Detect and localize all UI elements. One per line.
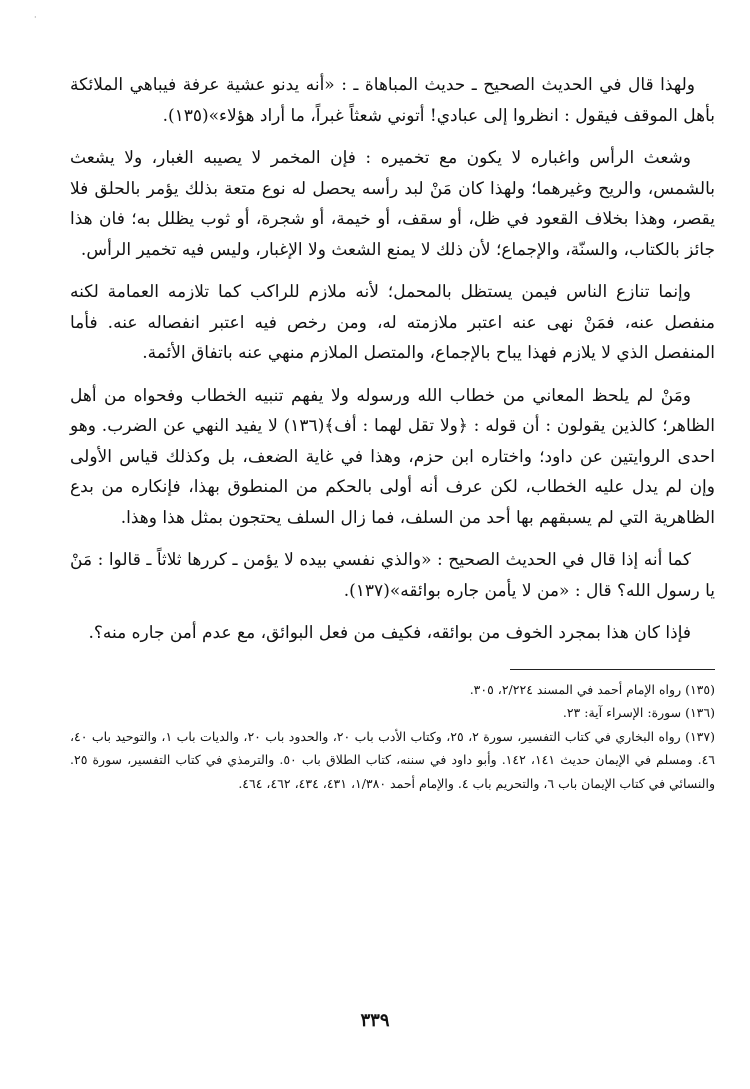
paragraph-1: ولهذا قال في الحديث الصحيح ـ حديث المباهاة ـ : «أنه يدنو عشية عرفة فيباهي الملائكة بأهل الموقف فيقول : انظروا إلى عبادي! أتوني شعثاً غبراً، ما أراد هؤلاء»(١٣٥).	[70, 75, 715, 126]
footnote-136: (١٣٦) سورة: الإسراء آية: ٢٣.	[562, 705, 715, 720]
footnote-divider	[510, 669, 715, 670]
paragraph-4: ومَنْ لم يلحظ المعاني من خطاب الله ورسوله ولا يفهم تنبيه الخطاب وفحواه من أهل الظاهر؛ كالذين يقولون : أن قوله : ﴿ولا تقل لهما : أف﴾(١٣٦) لا يفيد النهي عن الضرب. وهو احدى الروايتين عن داود؛ واختاره ابن حزم، وهذا في غاية الضعف، بل وكذلك قياس الأولى وإن لم يدل عليه الخطاب، لكن عرف أنه أولى بالحكم من المنطوق بهذا، فإنكاره من بدع الظاهرية التي لم يسبقهم بها أحد من السلف، فما زال السلف يحتجون بمثل هذا وهذا.	[70, 385, 715, 528]
page-number: ٣٣٩	[360, 1010, 390, 1031]
paragraph-6: فإذا كان هذا بمجرد الخوف من بوائقه، فكيف من فعل البوائق، مع عدم أمن جاره منه؟.	[88, 623, 691, 643]
paragraph-3: وإنما تنازع الناس فيمن يستظل بالمحمل؛ لأنه ملازم للراكب كما تلازمه العمامة لكنه منفصل عنه، فمَنْ نهى عنه اعتبر ملازمته له، ومن رخص فيه اعتبر انفصاله عنه. فأما المنفصل الذي لا يلازم فهذا يباح بالإجماع، والمتصل الملازم منهي عنه باتفاق الأئمة.	[70, 282, 715, 363]
footnote-137: (١٣٧) رواه البخاري في كتاب التفسير، سورة ٢، ٢٥، وكتاب الأدب باب ٢٠، والحدود باب ٢٠، والديات باب ١، والتوحيد باب ٤٠، ٤٦. ومسلم في الإيمان حديث ١٤١، ١٤٢. وأبو داود في سننه، كتاب الطلاق باب ٥٠. والترمذي في كتاب التفسير، سورة ٢٥. والنسائي في كتاب الإيمان باب ٦، والتحريم باب ٤. والإمام أحمد ١/٣٨٠، ٤٣١، ٤٣٤، ٤٦٢، ٤٦٤.	[70, 728, 715, 791]
paragraph-2: وشعث الرأس واغباره لا يكون مع تخميره : فإن المخمر لا يصيبه الغبار، ولا يشعث بالشمس، والريح وغيرهما؛ ولهذا كان مَنْ لبد رأسه يحصل له نوع متعة بذلك يؤمر بالحلق فلا يقصر، وهذا بخلاف القعود في ظل، أو سقف، أو خيمة، أو شجرة، أو ثوب يظلل به؛ فان هذا جائز بالكتاب، والسنّة، والإجماع؛ لأن ذلك لا يمنع الشعث ولا الإغبار، وليس فيه تخمير الرأس.	[70, 148, 715, 260]
paragraph-5: كما أنه إذا قال في الحديث الصحيح : «والذي نفسي بيده لا يؤمن ـ كررها ثلاثاً ـ قالوا : مَنْ يا رسول الله؟ قال : «من لا يأمن جاره بوائقه»(١٣٧).	[70, 550, 715, 601]
corner-mark: ·	[34, 13, 37, 22]
footnote-135: (١٣٥) رواه الإمام أحمد في المسند ٢/٢٢٤، ٣٠٥.	[469, 681, 715, 697]
page-body	[70, 70, 715, 795]
footnotes	[70, 678, 715, 796]
